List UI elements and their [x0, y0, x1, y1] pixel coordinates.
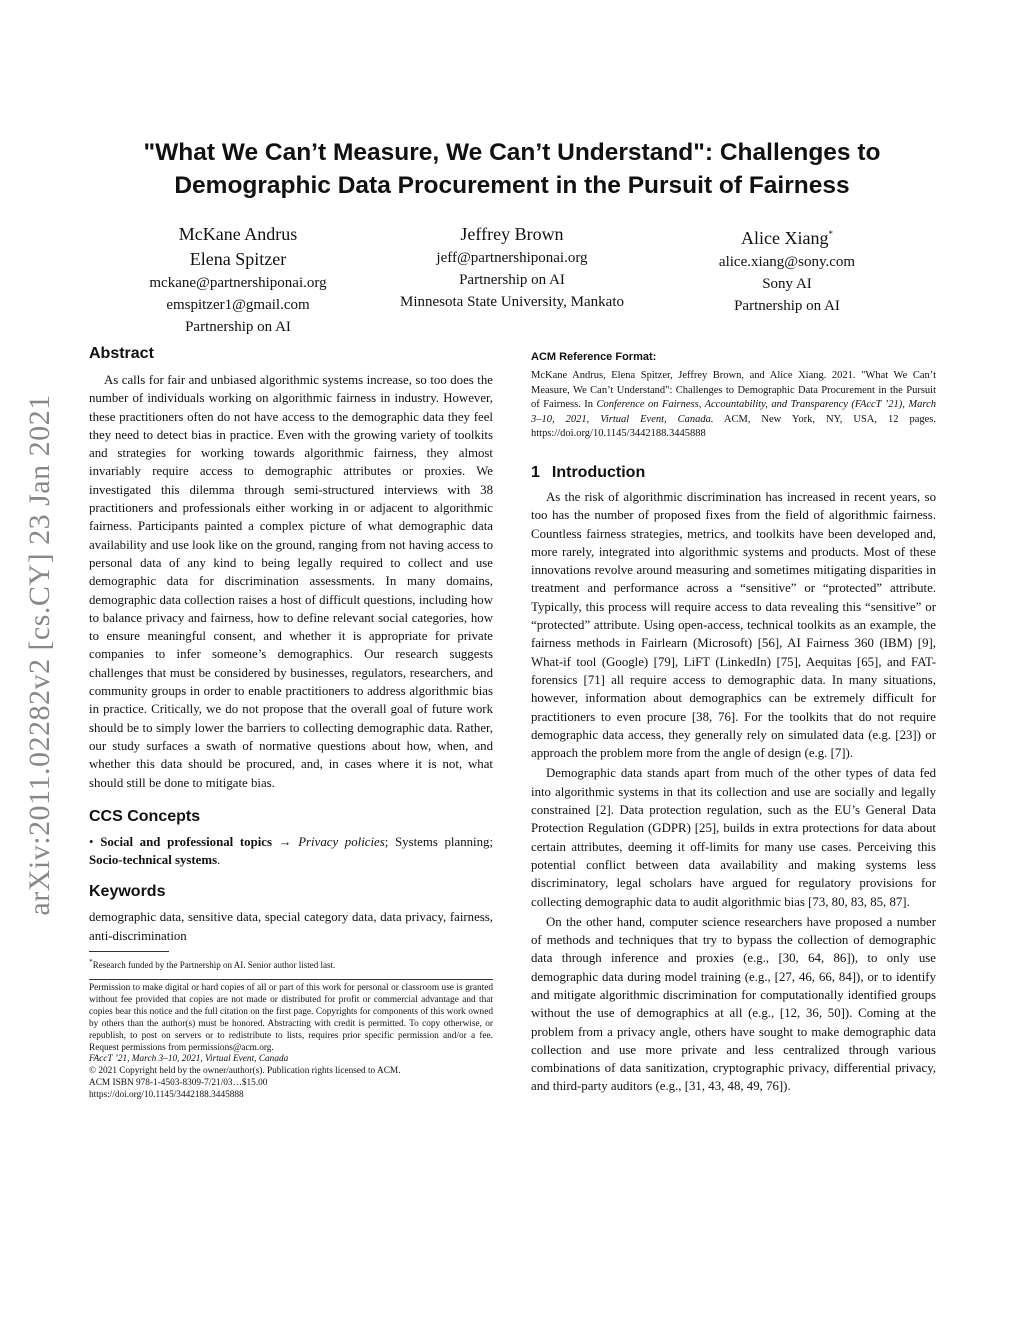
copyright-notice: © 2021 Copyright held by the owner/author(s). Publication rights licensed to ACM.	[89, 1066, 401, 1077]
conference-venue: FAccT ’21, March 3–10, 2021, Virtual Event, Canada	[89, 1054, 289, 1065]
author-email: emspitzer1@gmail.com	[166, 297, 310, 313]
ccs-concepts	[89, 833, 493, 870]
author-affiliation: Partnership on AI	[185, 319, 291, 335]
author-affiliation: Partnership on AI	[734, 298, 840, 314]
footnote-text: Research funded by the Partnership on AI. Senior author listed last.	[92, 960, 336, 971]
section-number: 1	[531, 463, 540, 481]
reference-venue: Conference on Fairness, Accountability, and Transparency (FAccT ’21), March 3–10, 2021, Virtual Event, Canada.	[531, 399, 936, 425]
author-affiliation: Partnership on AI	[459, 272, 565, 288]
author-email: mckane@partnershiponai.org	[149, 275, 327, 291]
permission-divider	[89, 979, 493, 980]
doi-link[interactable]: https://doi.org/10.1145/3442188.3445888	[89, 1090, 244, 1101]
paper-title	[80, 136, 944, 202]
permission-notice: Permission to make digital or hard copies of all or part of this work for personal or classroom use is granted without fee provided that copies are not made or distributed for profit or commercial advantage and that copies bear this notice and the full citation on the first page. Copyrights for components of this work owned by others than the author(s) must be honored. Abstracting with credit is permitted. To copy otherwise, or republish, to post on servers or to redistribute to lists, requires prior specific permission and/or a fee. Request permissions from permissions@acm.org.	[89, 983, 493, 1053]
ccs-term: Socio-technical systems	[89, 853, 218, 868]
abstract-heading: Abstract	[89, 345, 154, 362]
right-column	[531, 350, 936, 1096]
ccs-period: .	[217, 853, 221, 868]
author-name: Alice Xiang	[741, 228, 829, 248]
author-footnote	[89, 956, 493, 971]
footnote-marker: *	[828, 229, 833, 239]
intro-paragraph-1: As the risk of algorithmic discrimination has increased in recent years, so too has the number of proposed fixes from the field of algorithmic fairness. Countless fairness strategies, metrics, and toolkits have been developed and, more rarely, integrated into algorithmic systems and products. Most of these innovations revolve around measuring and sometimes mitigating disparities in treatment and performance across a “sensitive” or “protected” attribute. Typically, this process will require access to data revealing this “sensitive” or “protected” attribute. Using open-access, technical toolkits as an example, the fairness methods in Fairlearn (Microsoft) [56], AI Fairness 360 (IBM) [9], What-if tool (Google) [79], LiFT (LinkedIn) [75], Aequitas [65], and FAT-forensics [71] all require access to demographic data. In many situations, however, information about demographics can be extremely difficult for practitioners to even procure [38, 76]. For the toolkits that do not require demographic data access, they generally rely on simulated data (e.g. [23]) or approach the problem more from the angle of design (e.g. [7]).	[531, 489, 936, 761]
bullet-glyph: •	[89, 834, 94, 849]
left-column	[89, 345, 493, 1102]
author-block-1	[128, 222, 348, 338]
abstract-text: As calls for fair and unbiased algorithmic systems increase, so too does the number of individuals working on algorithmic fairness in industry. However, these practitioners often do not have access to the demographic data they feel they need to detect bias in practice. Even with the growing variety of toolkits and strategies for working towards algorithmic fairness, they almost invariably require access to demographic attributes or proxies. We investigated this dilemma through semi-structured interviews with 38 practitioners and professionals either working in or adjacent to algorithmic fairness. Participants painted a complex picture of what demographic data availability and use look like on the ground, ranging from not having access to personal data of any kind to being legally required to collect and use demographic data for discrimination assessments. In many domains, demographic data collection raises a host of difficult questions, including how to balance privacy and fairness, how to define relevant social categories, how to ensure meaningful consent, and whether it is appropriate for private companies to infer someone’s demographics. Our research suggests challenges that must be considered by businesses, regulators, researchers, and community groups in order to enable practitioners to address algorithmic bias in practice. Critically, we do not propose that the overall goal of future work should be to simply lower the barriers to collecting demographic data. Rather, our study surfaces a swath of normative questions about how, when, and whether this data should be procured, and, in cases where it is not, what should still be done to mitigate bias.	[89, 373, 493, 790]
author-name: McKane Andrus	[178, 224, 298, 244]
ccs-term: Social and professional topics	[100, 834, 272, 849]
acm-reference-heading: ACM Reference Format:	[531, 351, 657, 363]
keywords-heading: Keywords	[89, 883, 166, 901]
intro-paragraph-3: On the other hand, computer science researchers have proposed a number of methods and techniques that try to bypass the collection of demographic data through inference and proxies (e.g., [30, 64, 86]), to only use demographic data during model training (e.g., [27, 46, 66, 84]), or to identify and mitigate algorithmic discrimination for computationally identified groups without the use of demographics at all (e.g., [12, 36, 50]). Coming at the problem from a privacy angle, others have sought to make demographic data collection and use more private and less centralized through various combinations of data sanitization, cryptographic privacy, differential privacy, and third-party auditors (e.g., [31, 43, 48, 49, 76]).	[531, 914, 936, 1094]
paper-title-line-1: "What We Can’t Measure, We Can’t Understand": Challenges to	[143, 139, 881, 166]
isbn: ACM ISBN 978-1-4503-8309-7/21/03…$15.00	[89, 1078, 268, 1089]
ccs-term: ; Systems planning;	[384, 834, 494, 849]
author-name: Elena Spitzer	[189, 249, 287, 269]
arrow-glyph: →	[278, 834, 292, 849]
arxiv-identifier	[20, 360, 60, 950]
author-email: alice.xiang@sony.com	[718, 254, 856, 270]
keywords-text: demographic data, sensitive data, special category data, data privacy, fairness, anti-discrimination	[89, 910, 493, 943]
intro-paragraph-2: Demographic data stands apart from much of the other types of data fed into algorithmic systems in that its collection and use are socially and legally constrained [2]. Data protection regulation, such as the EU’s General Data Protection Regulation (GDPR) [25], builds in extra protections for data about certain attributes, deeming it off-limits for many use cases. Perceiving this potential conflict between data availability and making systems less discriminatory, legal scholars have argued for regulatory provisions for collecting demographic data to audit algorithmic bias [73, 80, 83, 85, 87].	[531, 766, 936, 909]
ccs-heading: CCS Concepts	[89, 807, 201, 825]
footnote-marker: *	[89, 957, 93, 967]
author-email: jeff@partnershiponai.org	[436, 250, 588, 266]
section-title: Introduction	[551, 463, 646, 481]
paper-title-line-2: Demographic Data Procurement in the Pursuit of Fairness	[174, 172, 850, 199]
footnote-divider	[89, 951, 169, 952]
author-affiliation: Sony AI	[762, 276, 812, 292]
author-name: Jeffrey Brown	[460, 224, 564, 244]
reference-part: McKane Andrus, Elena Spitzer, Jeffrey Brown, and Alice Xiang. 2021. "What We Can’t Measure, We Can’t Understand": Challenges to Demographic Data Procurement in the Pursuit of Fairness. In	[531, 370, 936, 411]
author-block-3	[687, 222, 887, 317]
author-affiliation: Minnesota State University, Mankato	[400, 294, 624, 310]
introduction-heading	[531, 464, 936, 482]
acm-reference-text	[531, 369, 936, 442]
author-block-2	[372, 222, 652, 313]
arxiv-identifier-text: arXiv:2011.02282v2 [cs.CY] 23 Jan 2021	[23, 394, 56, 916]
reference-part: ACM, New York, NY, USA, 12 pages. https://doi.org/10.1145/3442188.3445888	[531, 413, 936, 440]
ccs-term: Privacy policies	[298, 834, 385, 849]
